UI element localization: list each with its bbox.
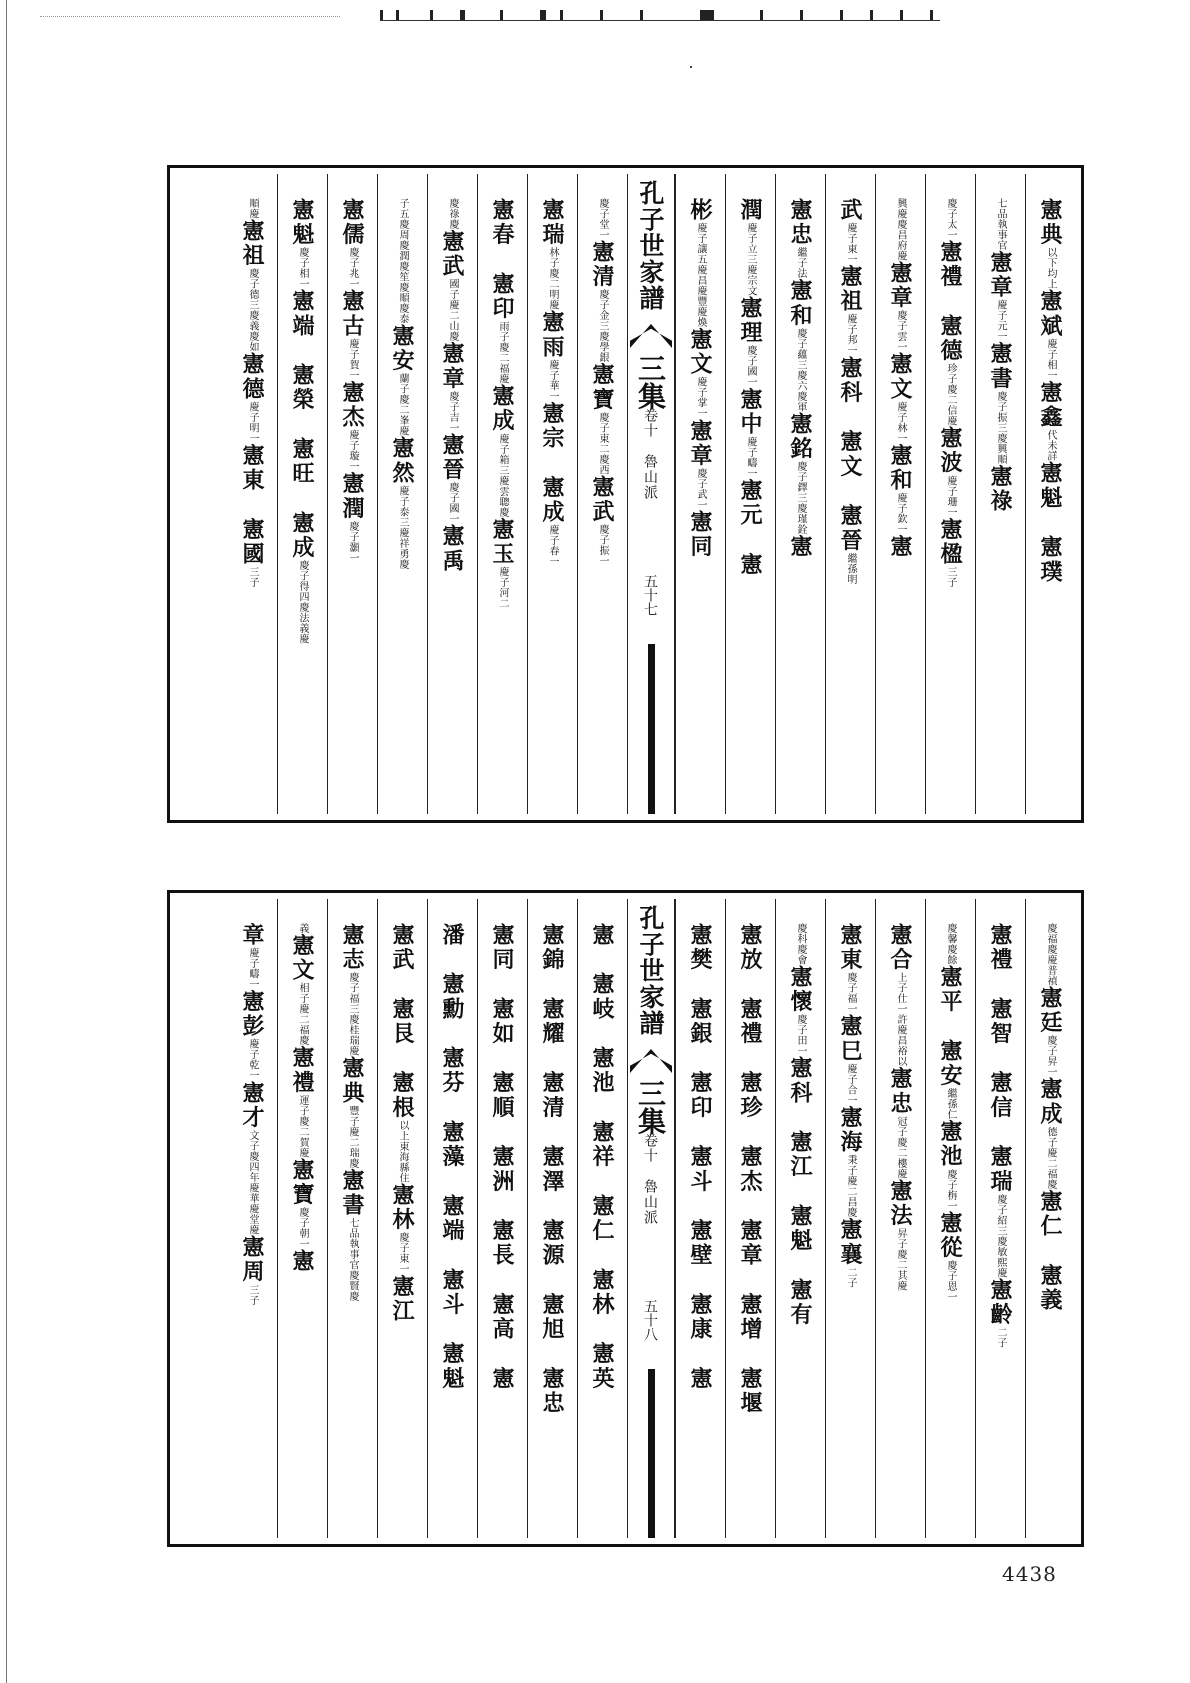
genealogy-column: 憲武 憲艮 憲根以上東海縣住憲林慶子東一憲江 xyxy=(377,899,427,1538)
genealogy-column: 憲東慶子福一憲巳慶子合一憲海秉子慶二昌慶憲襄二子 xyxy=(825,899,875,1538)
fish-tail-mark xyxy=(630,1049,672,1073)
genealogy-column: 慶科慶會憲懷慶子田一憲科 憲江 憲魁 憲有 xyxy=(775,899,825,1538)
book-title: 孔子世家譜 xyxy=(636,180,665,312)
center-fold xyxy=(627,174,675,814)
volume-label: 三集 xyxy=(634,1079,667,1135)
page-number: 4438 xyxy=(1002,1562,1057,1586)
genealogy-column: 潤慶子立三慶宗文憲理慶子國一憲中慶子疇一憲元 憲 xyxy=(725,174,775,814)
genealogy-column: 憲春 憲印雨子慶二福慶憲成慶子箱三慶雲聰慶憲玉慶子河二 xyxy=(477,174,527,814)
genealogy-column: 慶福慶慶普禎憲廷慶子昇一憲成德子慶二福慶憲仁 憲義 xyxy=(1025,899,1075,1538)
genealogy-column: 子五慶周慶潤慶笙慶順慶泰憲安蘭子慶二峯慶憲然慶子泰三慶祥勇慶 xyxy=(377,174,427,814)
genealogy-column: 憲放 憲禮 憲珍 憲杰 憲章 憲增 憲堰 xyxy=(725,899,775,1538)
volume-label: 三集 xyxy=(634,354,667,410)
folio-number: 五十八 xyxy=(642,1299,658,1341)
genealogy-column: 憲樊 憲銀 憲印 憲斗 憲壁 憲康 憲 xyxy=(675,899,725,1538)
genealogy-column: 七品執事官憲章慶子元一憲書慶子振三慶興順憲祿 xyxy=(975,174,1025,814)
page-57-columns xyxy=(176,174,1075,814)
genealogy-column: 慶子太一憲禮 憲德珍子慶二信慶憲波慶子珊一憲楹三子 xyxy=(925,174,975,814)
genealogy-column: 彬慶子讓五慶昌慶豐慶煥憲文慶子掌一憲章慶子武一憲同 xyxy=(675,174,725,814)
genealogy-column: 順慶憲祖慶子德三慶義慶如憲德慶子明一憲東 憲國三子 xyxy=(239,198,265,588)
page-57-frame xyxy=(167,165,1084,823)
fish-tail-mark xyxy=(630,324,672,348)
genealogy-column: 憲合上子仕一許慶昌裕以憲忠冠子慶二樓慶憲法昇子慶二其慶 xyxy=(875,899,925,1538)
genealogy-column: 義憲文相子慶二福慶憲禮運子慶二賀慶憲寶慶子朝一憲 xyxy=(277,899,327,1538)
fold-bar xyxy=(648,1369,655,1538)
genealogy-column: 憲忠繼子法憲和慶子蘊三慶六慶軍憲銘慶子鐸三慶瑾銓憲 xyxy=(775,174,825,814)
genealogy-column: 憲典以下均上憲斌慶子相一憲鑫代未詳憲魁 憲璞 xyxy=(1025,174,1075,814)
genealogy-column: 憲禮 憲智 憲信 憲瑞慶子紹三慶敏熙慶憲齡二子 xyxy=(975,899,1025,1538)
chapter-label: 卷十 魯山派 xyxy=(642,1133,658,1226)
scan-speck xyxy=(690,66,692,68)
genealogy-column: 潘 憲勳 憲芬 憲藻 憲端 憲斗 憲魁 xyxy=(427,899,477,1538)
page-58-frame xyxy=(167,890,1084,1547)
center-fold xyxy=(627,899,675,1538)
chapter-label: 卷十 魯山派 xyxy=(642,408,658,501)
genealogy-column: 興慶慶昌府慶憲章慶子雲一憲文慶子林一憲和慶子欽一憲 xyxy=(875,174,925,814)
genealogy-column: 慶祿慶憲武國子慶二山慶憲章慶子吉一憲晉慶子國一憲禹 xyxy=(427,174,477,814)
folio-number: 五十七 xyxy=(642,574,658,616)
genealogy-column: 憲錦 憲耀 憲清 憲澤 憲源 憲旭 憲忠 xyxy=(527,899,577,1538)
genealogy-column: 憲瑞林子慶二明慶憲雨慶子華一憲宗 憲成慶子春一 xyxy=(527,174,577,814)
genealogy-column: 憲 憲岐 憲池 憲祥 憲仁 憲林 憲英 xyxy=(577,899,627,1538)
genealogy-column: 憲儒慶子兆一憲古慶子賀一憲杰慶子璇一憲潤慶子灝一 xyxy=(327,174,377,814)
genealogy-column: 章慶子疇一憲彭慶子乾一憲才文子慶四年慶華慶堂慶憲周三子 xyxy=(239,923,265,1306)
genealogy-column: 憲志慶子福三慶桂瑞慶憲典豐子慶二瑞慶憲書七品執事官慶賢慶 xyxy=(327,899,377,1538)
genealogy-column: 武慶子東一憲祖慶子邦一憲科 憲文 憲晉繼孫明 xyxy=(825,174,875,814)
fold-bar xyxy=(648,644,655,814)
scan-noise-line xyxy=(380,20,940,21)
book-title: 孔子世家譜 xyxy=(636,905,665,1037)
genealogy-column: 憲同 憲如 憲順 憲洲 憲長 憲高 憲 xyxy=(477,899,527,1538)
page-58-columns xyxy=(176,899,1075,1538)
genealogy-column: 慶子堂一憲清慶子金三慶學銀憲寶慶子東二慶西憲武慶子振一 xyxy=(577,174,627,814)
genealogy-column: 憲魁慶子相一憲端 憲榮 憲旺 憲成慶子得四慶法義慶 xyxy=(277,174,327,814)
scan-noise-marks xyxy=(0,0,1190,20)
scan-edge xyxy=(6,0,7,1683)
genealogy-column: 慶馨慶餘憲平 憲安繼孫仁憲池慶子栴一憲從慶子恩一 xyxy=(925,899,975,1538)
